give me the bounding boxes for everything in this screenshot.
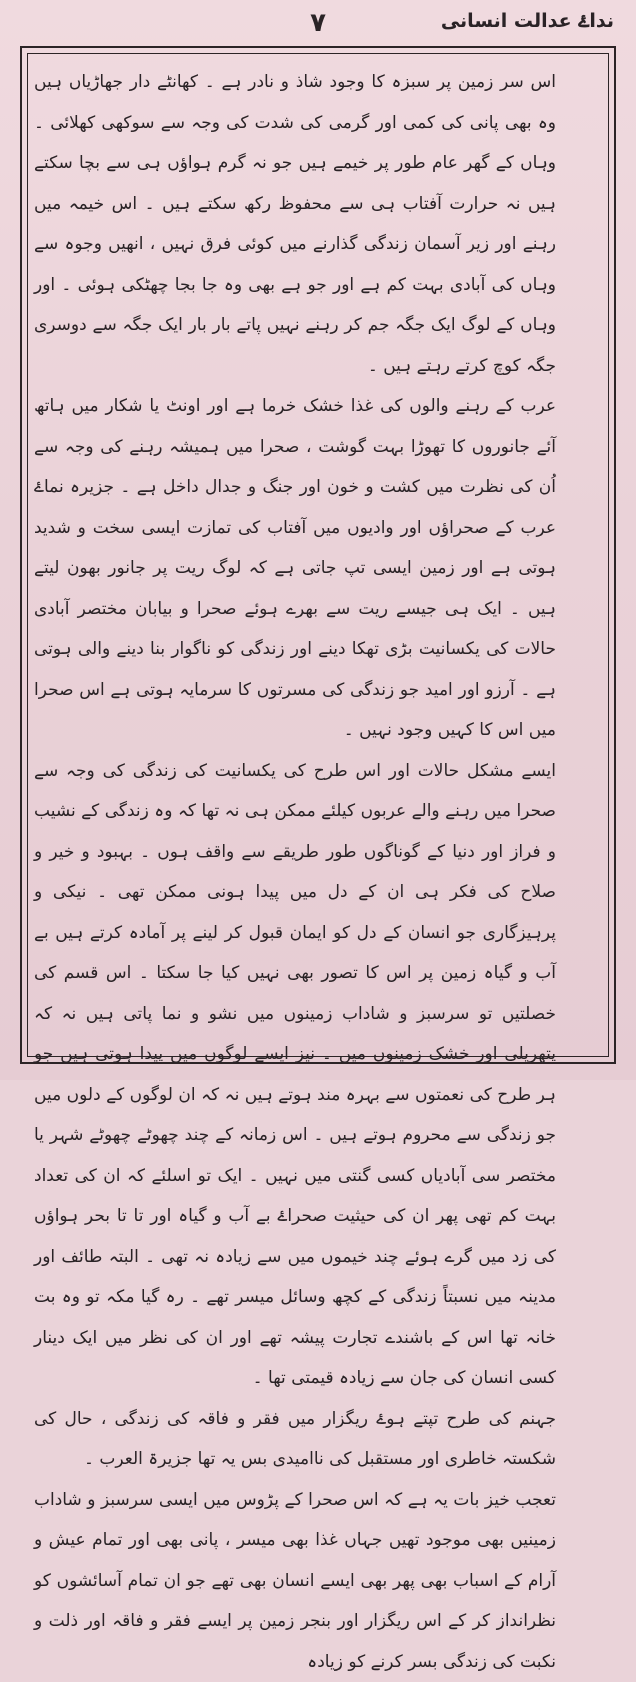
paragraph-1: اس سر زمین پر سبزہ کا وجود شاذ و نادر ہے ۔ کھانٹے دار جھاڑیاں ہیں وہ بھی پانی کی کمی اور گرمی کی شدت کی وجہ سے سوکھی کھلائی ۔ وہاں کے گھر عام طور پر خیمے ہیں جو نہ گرم ہواؤں ہی سے بچا سکتے ہیں نہ حرارت آفتاب ہی سے محفوظ رکھ سکتے ہیں ۔ اس خیمہ میں رہنے اور زیر آسمان زندگی گذارنے میں کوئی فرق نہیں ، انھیں وجوہ سے وہاں کی آبادی بہت کم ہے اور جو ہے بھی وہ جا بجا چھٹکی ہوئی ۔ اور وہاں کے لوگ ایک جگہ جم کر رہنے نہیں پاتے بار بار ایک جگہ سے دوسری جگہ کوچ کرتے رہتے ہیں ۔	[34, 62, 602, 386]
body-text	[34, 62, 602, 1052]
page-header	[14, 6, 622, 44]
running-title: نداۓ عدالت انسانی	[441, 10, 614, 32]
paragraph-2: عرب کے رہنے والوں کی غذا خشک خرما ہے اور اونٹ یا شکار میں ہاتھ آئے جانوروں کا تھوڑا بہت گوشت ، صحرا میں ہمیشہ رہنے کی وجہ سے اُن کی نظرت میں کشت و خون اور جنگ و جدال داخل ہے ۔ جزیرہ نماۓ عرب کے صحراؤں اور وادیوں میں آفتاب کی تمازت ایسی سخت و شدید ہوتی ہے اور زمین ایسی تپ جاتی ہے کہ لوگ ریت پر جانور بھون لیتے ہیں ۔ ایک ہی جیسے ریت سے بھرے ہوئے صحرا و بیابان مختصر آبادی حالات کی یکسانیت بڑی تھکا دینے اور زندگی کو ناگوار بنا دینے والی ہوتی ہے ۔ آرزو اور امید جو زندگی کی مسرتوں کا سرمایہ ہوتی ہے اس صحرا میں اس کا کہیں وجود نہیں ۔	[34, 386, 602, 751]
paragraph-5: تعجب خیز بات یہ ہے کہ اس صحرا کے پڑوس میں ایسی سرسبز و شاداب زمینیں بھی موجود تھیں جہاں غذا بھی میسر ، پانی بھی اور تمام عیش و آرام کے اسباب بھی پھر بھی ایسے انسان بھی تھے جو ان تمام آسائشوں کو نظرانداز کر کے اس ریگزار اور بنجر زمین پر ایسے فقر و فاقہ اور ذلت و نکبت کی زندگی بسر کرنے کو زیادہ	[34, 1480, 602, 1682]
page-number: ۷	[310, 8, 326, 38]
paragraph-3: ایسے مشکل حالات اور اس طرح کی یکسانیت کی زندگی کی وجہ سے صحرا میں رہنے والے عربوں کیلئے ممکن ہی نہ تھا کہ وہ زندگی کے نشیب و فراز اور دنیا کے گوناگوں طور طریقے سے واقف ہوں ۔ بہبود و خیر و صلاح کی فکر ہی ان کے دل میں پیدا ہونی ممکن تھی ۔ نیکی و پرہیزگاری جو انسان کے دل کو ایمان قبول کر لینے پر آمادہ کرتے ہیں بے آب و گیاہ زمین پر اس کا تصور بھی نہیں کیا جا سکتا ۔ اس قسم کی خصلتیں تو سرسبز و شاداب زمینوں میں نشو و نما پاتی ہیں نہ کہ پتھریلی اور خشک زمینوں میں ۔ نیز ایسے لوگوں میں پیدا ہوتی ہیں جو ہر طرح کی نعمتوں سے بہرہ مند ہوتے ہیں نہ کہ ان لوگوں کے دلوں میں جو زندگی سے محروم ہوتے ہیں ۔ اس زمانہ کے چند چھوٹے چھوٹے شہر یا مختصر سی آبادیاں کسی گنتی میں نہیں ۔ ایک تو اسلئے کہ ان کی تعداد بہت کم تھی پھر ان کی حیثیت صحراۓ بے آب و گیاہ اور تا تا بحر ہواؤں کی زد میں گرے ہوئے چند خیموں میں سے زیادہ نہ تھی ۔ البتہ طائف اور مدینہ میں نسبتاً زندگی کے کچھ وسائل میسر تھے ۔ رہ گیا مکہ تو وہ بت خانہ تھا اس کے باشندے تجارت پیشہ تھے اور ان کی نظر میں ایک دینار کسی انسان کی جان سے زیادہ قیمتی تھا ۔	[34, 751, 602, 1399]
paragraph-4: جہنم کی طرح تپتے ہوۓ ریگزار میں فقر و فاقہ کی زندگی ، حال کی شکستہ خاطری اور مستقبل کی ناامیدی بس یہ تھا جزیرۃ العرب ۔	[34, 1399, 602, 1480]
